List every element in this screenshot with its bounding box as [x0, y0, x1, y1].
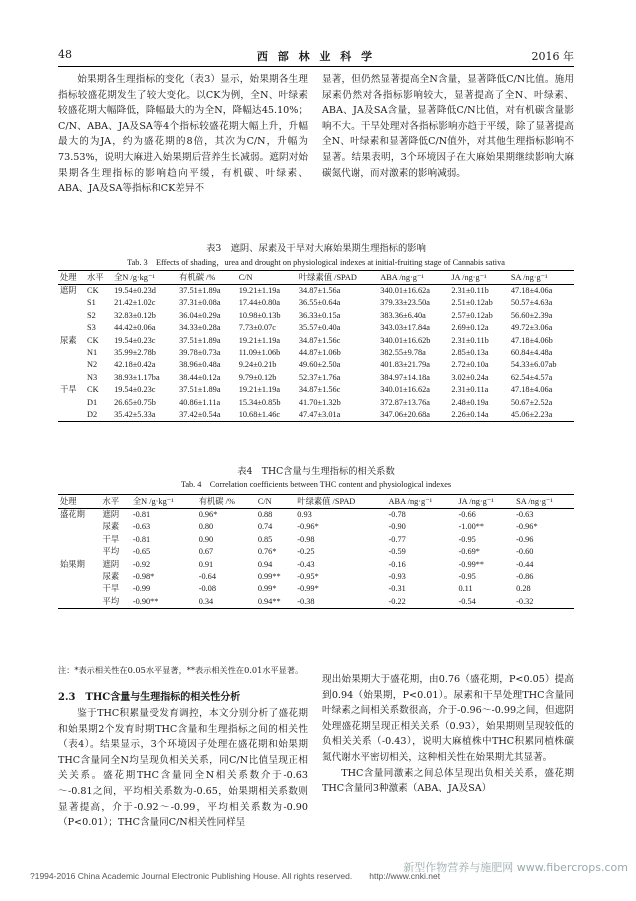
- paragraph: 显著，但仍然显著提高全N含量，显著降低C/N比值。施用尿素仍然对各指标影响较大，显著提高了全N、叶绿素、ABA、JA及SA含量，显著降低C/N比值，对有机碳含量影响不大。干旱处理对各指标影响亦趋于平缓，除了显著提高全N、叶绿素和显著降低C/N值外，对其他生理指标影响不显著。结果表明，3个环境因子在大麻始果期继续影响大麻碳氮代谢，而对激素的影响减弱。: [322, 74, 574, 179]
- value-cell: 49.72±3.06a: [510, 323, 553, 333]
- value-cell: -0.90: [388, 522, 406, 532]
- value-cell: 0.76*: [257, 547, 277, 557]
- value-cell: -0.31: [388, 584, 406, 594]
- value-cell: 19.54±0.23c: [114, 335, 156, 345]
- table-header-cell: 全N /g·kg⁻¹: [112, 271, 177, 285]
- value-cell: 0.96*: [198, 510, 218, 519]
- value-cell: 19.54±0.23c: [114, 385, 156, 395]
- treatment-cell: [58, 322, 85, 334]
- value-cell: -0.32: [514, 596, 574, 609]
- value-cell: 0.34: [197, 596, 256, 609]
- treatment-cell: 始果期: [60, 559, 85, 569]
- value-cell: -0.96*: [297, 522, 319, 532]
- treatment-cell: 干旱: [60, 385, 77, 395]
- value-cell: -0.96: [516, 534, 534, 544]
- value-cell: 34.33±0.28a: [179, 323, 221, 333]
- paragraph: 鉴于THC积累量受发育调控，本文分别分析了盛花期和始果期2个发育时期THC含量和生理指标之间的相关性（表4）。结果显示，3个环境因子处理在盛花期和始果期THC含量同全N均呈现负相关关系，同C/N比值呈现正相关关系。盛花期THC含量同全N相关系数介于-0.63～-0.81之间，平均相关系数为-0.65，始果期相关系数则显著提高，介于-0.92～-0.99，平均相关系数为-0.90（P<0.01）；THC含量同C/N相关性同样呈: [58, 708, 308, 829]
- value-cell: -0.98: [297, 534, 315, 544]
- value-cell: 2.48±0.19a: [451, 397, 489, 407]
- value-cell: 44.42±0.06a: [114, 323, 156, 333]
- level-cell: N1: [87, 348, 98, 358]
- paragraph: THC含量同激素之间总体呈现出负相关关系，盛花期THC含量同3种激素（ABA、JA及SA）: [322, 767, 574, 795]
- value-cell: 340.01±16.62a: [380, 286, 430, 295]
- value-cell: 37.51±1.89a: [179, 385, 221, 395]
- value-cell: -0.66: [458, 510, 476, 519]
- table-header-cell: 有机碳 /%: [197, 495, 256, 509]
- value-cell: 34.87±1.56c: [298, 385, 341, 395]
- value-cell: 19.21±1.19a: [238, 385, 281, 395]
- table-row: [58, 297, 574, 309]
- value-cell: 35.42±5.33a: [112, 409, 177, 422]
- value-cell: 2.57±0.12ab: [451, 310, 493, 320]
- level-cell: S3: [87, 323, 96, 333]
- value-cell: 11.09±1.06b: [238, 348, 281, 358]
- level-cell: CK: [87, 286, 99, 295]
- value-cell: -0.81: [132, 534, 151, 544]
- table-row: [58, 384, 574, 396]
- table-row: [58, 571, 574, 583]
- table-header-row: [58, 495, 574, 509]
- left-column-top: [58, 72, 308, 197]
- section-heading: 2.3 THC含量与生理指标的相关性分析: [58, 692, 241, 703]
- treatment-cell: [58, 397, 85, 409]
- value-cell: 50.57±4.63a: [510, 298, 553, 308]
- value-cell: -0.63: [516, 510, 534, 519]
- paragraph: 现出始果期大于盛花期，由0.76（盛花期，P<0.05）提高到0.94（始果期，P<0.01）。尿素和干旱处理THC含量同叶绿素之间相关系数很高，介于-0.96～-0.99之间，但遮阴处理盛花期呈现正相关关系（0.93），始果期则呈现较低的负相关关系（-0.43），说明大麻植株中THC积累同植株碳氮代谢水平密切相关，这种相关性在始果期尤其显著。: [322, 674, 574, 763]
- value-cell: 9.79±0.12b: [238, 372, 277, 382]
- value-cell: 0.90: [198, 534, 214, 544]
- table4-note: 注：*表示相关性在0.05水平显著，**表示相关性在0.01水平显著。: [58, 665, 304, 675]
- value-cell: 52.37±1.76a: [298, 372, 341, 382]
- level-cell: 遮阴: [102, 559, 120, 569]
- level-cell: S2: [87, 310, 96, 320]
- table-header-cell: 水平: [101, 495, 131, 509]
- value-cell: 37.51±1.89a: [179, 335, 221, 345]
- value-cell: -0.99: [132, 584, 151, 594]
- value-cell: 26.65±0.75b: [114, 397, 156, 407]
- value-cell: -0.98*: [132, 572, 155, 582]
- value-cell: 9.24±0.21b: [238, 360, 277, 370]
- table-row: [58, 347, 574, 359]
- value-cell: -0.22: [387, 596, 457, 609]
- value-cell: -0.69*: [458, 547, 480, 557]
- table-4: [58, 494, 574, 609]
- treatment-cell: 盛花期: [60, 510, 85, 519]
- value-cell: 340.01±16.62b: [380, 335, 431, 345]
- value-cell: 7.73±0.07c: [238, 323, 276, 333]
- value-cell: 54.33±6.07ab: [510, 360, 557, 370]
- value-cell: 0.28: [516, 584, 531, 594]
- value-cell: 10.68±1.46c: [237, 409, 297, 422]
- value-cell: 40.86±1.11a: [179, 397, 221, 407]
- value-cell: -0.25: [297, 547, 315, 557]
- value-cell: 38.96±0.48a: [179, 360, 221, 370]
- table-header-cell: ABA /ng·g⁻¹: [387, 495, 457, 509]
- value-cell: 15.34±0.85b: [238, 397, 281, 407]
- value-cell: 2.72±0.10a: [451, 360, 489, 370]
- value-cell: 62.54±4.57a: [510, 372, 553, 382]
- journal-title: 西 部 林 业 科 学: [256, 50, 376, 63]
- level-cell: 尿素: [102, 572, 120, 582]
- value-cell: 32.83±0.12b: [114, 310, 156, 320]
- table-row: [58, 335, 574, 347]
- level-cell: D1: [87, 397, 98, 407]
- value-cell: 0.94**: [256, 596, 295, 609]
- value-cell: 379.33±23.50a: [380, 298, 430, 308]
- value-cell: 347.06±20.68a: [378, 409, 449, 422]
- level-cell: 平均: [102, 547, 120, 557]
- right-column-bottom: [322, 672, 574, 797]
- value-cell: 0.88: [257, 510, 273, 519]
- value-cell: -0.90**: [131, 596, 197, 609]
- table-header-cell: 叶绿素值 /SPAD: [297, 271, 378, 285]
- value-cell: 3.02±0.24a: [451, 372, 489, 382]
- value-cell: -0.59: [388, 547, 406, 557]
- value-cell: 19.54±0.23d: [114, 286, 156, 295]
- level-cell: CK: [87, 385, 99, 395]
- table-header-row: [58, 271, 574, 285]
- value-cell: 19.21±1.19a: [238, 286, 281, 295]
- level-cell: 平均: [101, 596, 131, 609]
- level-cell: 干旱: [102, 584, 120, 594]
- table-row: [58, 509, 574, 522]
- value-cell: 2.31±0.11b: [451, 335, 489, 345]
- value-cell: -0.44: [516, 559, 534, 569]
- treatment-cell: 尿素: [60, 335, 77, 345]
- value-cell: 0.99*: [257, 584, 277, 594]
- right-column-top: [322, 72, 574, 181]
- value-cell: 37.51±1.89a: [179, 286, 221, 295]
- value-cell: 401.83±21.79a: [380, 360, 430, 370]
- value-cell: 35.57±0.40a: [298, 323, 341, 333]
- treatment-cell: [58, 583, 101, 595]
- value-cell: -0.54: [456, 596, 514, 609]
- table-header-cell: SA /ng·g⁻¹: [514, 495, 574, 509]
- value-cell: -0.99**: [458, 559, 485, 569]
- value-cell: -0.78: [388, 510, 406, 519]
- value-cell: 382.55±9.78a: [380, 348, 426, 358]
- table-header-cell: SA /ng·g⁻¹: [509, 271, 574, 285]
- table-header-cell: C/N: [237, 271, 297, 285]
- table4-caption: 表4 THC含量与生理指标的相关系数: [237, 466, 395, 477]
- value-cell: 34.87±1.56c: [298, 335, 341, 345]
- table-row: [58, 397, 574, 409]
- value-cell: 2.69±0.12a: [451, 323, 489, 333]
- table-row: [58, 583, 574, 595]
- table-row: [58, 521, 574, 533]
- value-cell: -0.16: [388, 559, 406, 569]
- treatment-cell: [58, 297, 85, 309]
- value-cell: 36.33±0.15a: [298, 310, 341, 320]
- table3-caption: 表3 遮阴、尿素及干旱对大麻始果期生理指标的影响: [206, 243, 426, 254]
- value-cell: 0.74: [257, 522, 273, 532]
- value-cell: -0.64: [198, 572, 216, 582]
- value-cell: -0.08: [198, 584, 216, 594]
- copyright-footer: ?1994-2016 China Academic Journal Electronic Publishing House. All rights reserved. http://www.cnki.net: [30, 871, 441, 881]
- value-cell: 383.36±6.40a: [380, 310, 426, 320]
- level-cell: 尿素: [102, 522, 120, 532]
- treatment-cell: [58, 372, 85, 384]
- value-cell: 2.31±0.11b: [451, 286, 489, 295]
- value-cell: -0.95: [458, 572, 476, 582]
- value-cell: -0.43: [297, 559, 315, 569]
- value-cell: -0.96*: [516, 522, 538, 532]
- table3-caption-en: Tab. 3 Effects of shading，urea and drought on physiological indexes at initial-fruiting stage of Cannabis sativa: [127, 258, 505, 267]
- value-cell: 36.55±0.64a: [298, 298, 341, 308]
- level-cell: N3: [87, 372, 98, 382]
- value-cell: -1.00**: [458, 522, 485, 532]
- table-row: [58, 596, 574, 609]
- table-header-cell: 水平: [85, 271, 112, 285]
- treatment-cell: [58, 534, 101, 546]
- value-cell: -0.99*: [297, 584, 319, 594]
- table-row: [58, 359, 574, 371]
- value-cell: 45.06±2.23a: [509, 409, 574, 422]
- value-cell: 0.93: [297, 510, 312, 519]
- table-header-cell: 叶绿素值 /SPAD: [295, 495, 386, 509]
- value-cell: -0.60: [516, 547, 534, 557]
- value-cell: 38.44±0.12a: [179, 372, 221, 382]
- table-row: [58, 372, 574, 384]
- table4-caption-en: Tab. 4 Correlation coefficients between THC content and physiological indexes: [180, 480, 452, 489]
- value-cell: 2.26±0.14a: [449, 409, 509, 422]
- value-cell: 0.85: [257, 534, 273, 544]
- value-cell: 47.47±3.01a: [297, 409, 378, 422]
- value-cell: 372.87±13.76a: [380, 397, 430, 407]
- value-cell: 34.87±1.56a: [298, 286, 341, 295]
- left-column-bottom: [58, 706, 308, 831]
- table-header-cell: ABA /ng·g⁻¹: [378, 271, 449, 285]
- table-3: [58, 270, 574, 422]
- value-cell: 41.70±1.32b: [298, 397, 341, 407]
- value-cell: 37.31±0.08a: [179, 298, 221, 308]
- value-cell: 42.18±0.42a: [114, 360, 156, 370]
- value-cell: 343.03±17.84a: [380, 323, 430, 333]
- treatment-cell: [58, 347, 85, 359]
- value-cell: 38.93±1.17ba: [114, 372, 160, 382]
- value-cell: 36.04±0.29a: [179, 310, 221, 320]
- value-cell: 19.21±1.19a: [238, 335, 281, 345]
- value-cell: 17.44±0.80a: [238, 298, 281, 308]
- value-cell: 35.99±2.78b: [114, 348, 156, 358]
- value-cell: 0.94: [257, 559, 273, 569]
- header-year: 2016 年: [531, 50, 574, 63]
- value-cell: 49.60±2.50a: [298, 360, 341, 370]
- site-watermark: 新型作物营养与施肥网 www.fibercrops.com: [403, 861, 628, 874]
- value-cell: 0.99**: [257, 572, 281, 582]
- table-row: [58, 322, 574, 334]
- value-cell: -0.77: [388, 534, 406, 544]
- value-cell: 56.60±2.39a: [510, 310, 553, 320]
- level-cell: 遮阴: [102, 510, 120, 519]
- treatment-cell: 遮阴: [60, 286, 77, 295]
- header-rule: [58, 66, 574, 67]
- value-cell: -0.63: [132, 522, 151, 532]
- table-row: [58, 409, 574, 422]
- value-cell: 47.18±4.06a: [510, 286, 553, 295]
- value-cell: 0.11: [458, 584, 473, 594]
- table-header-cell: C/N: [256, 495, 295, 509]
- table-row: [58, 559, 574, 571]
- value-cell: -0.65: [132, 547, 151, 557]
- value-cell: 47.18±4.06b: [510, 335, 553, 345]
- value-cell: 50.67±2.52a: [510, 397, 553, 407]
- value-cell: 44.87±1.06b: [298, 348, 341, 358]
- value-cell: 21.42±1.02c: [114, 298, 156, 308]
- value-cell: 37.42±0.54a: [177, 409, 237, 422]
- treatment-cell: [58, 409, 85, 422]
- table-header-cell: JA /ng·g⁻¹: [456, 495, 514, 509]
- value-cell: -0.86: [516, 572, 534, 582]
- level-cell: D2: [85, 409, 112, 422]
- treatment-cell: [58, 310, 85, 322]
- value-cell: -0.38: [295, 596, 386, 609]
- treatment-cell: [58, 546, 101, 558]
- value-cell: -0.81: [132, 510, 151, 519]
- table-row: [58, 310, 574, 322]
- treatment-cell: [58, 571, 101, 583]
- table-row: [58, 285, 574, 298]
- value-cell: 0.80: [198, 522, 214, 532]
- treatment-cell: [58, 521, 101, 533]
- paragraph: 始果期各生理指标的变化（表3）显示，始果期各生理指标较盛花期发生了较大变化。以CK为例，全N、叶绿素较盛花期大幅降低，降幅最大的为全N，降幅达45.10%；C/N、ABA、JA及SA等4个指标较盛花期大幅上升，升幅最大的为JA，约为盛花期的8倍，其次为C/N，升幅为73.53%，说明大麻进入始果期后营养生长减弱。遮阴对始果期各生理指标的影响趋向平缓，有机碳、叶绿素、ABA、JA及SA等指标和CK差异不: [58, 74, 308, 195]
- value-cell: 384.97±14.18a: [380, 372, 430, 382]
- table-header-cell: 处理: [58, 495, 101, 509]
- value-cell: 47.18±4.06a: [510, 385, 553, 395]
- value-cell: 10.98±0.13b: [238, 310, 281, 320]
- value-cell: 2.85±0.13a: [451, 348, 489, 358]
- treatment-cell: [58, 596, 101, 609]
- value-cell: -0.92: [132, 559, 151, 569]
- table-row: [58, 534, 574, 546]
- value-cell: -0.95: [458, 534, 476, 544]
- value-cell: 2.51±0.12ab: [451, 298, 493, 308]
- running-header: [58, 48, 574, 64]
- value-cell: 39.78±0.73a: [179, 348, 221, 358]
- value-cell: 0.67: [198, 547, 214, 557]
- value-cell: -0.95*: [297, 572, 319, 582]
- value-cell: -0.93: [388, 572, 406, 582]
- page-number: 48: [58, 48, 72, 61]
- table-header-cell: 处理: [58, 271, 85, 285]
- value-cell: 60.84±4.48a: [510, 348, 553, 358]
- value-cell: 2.31±0.11a: [451, 385, 489, 395]
- level-cell: CK: [87, 335, 99, 345]
- treatment-cell: [58, 359, 85, 371]
- value-cell: 340.01±16.62a: [380, 385, 430, 395]
- table-header-cell: JA /ng·g⁻¹: [449, 271, 509, 285]
- table-header-cell: 全N /g·kg⁻¹: [131, 495, 197, 509]
- level-cell: S1: [87, 298, 96, 308]
- level-cell: N2: [87, 360, 98, 370]
- level-cell: 干旱: [102, 534, 120, 544]
- table-header-cell: 有机碳 /%: [177, 271, 237, 285]
- table-row: [58, 546, 574, 558]
- value-cell: 0.91: [198, 559, 214, 569]
